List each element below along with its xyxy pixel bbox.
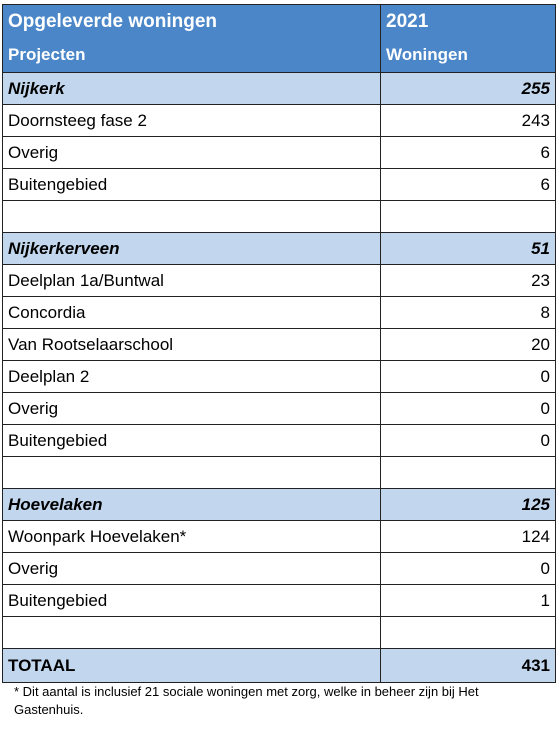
project-name: Deelplan 1a/Buntwal: [3, 265, 381, 297]
footnote: * Dit aantal is inclusief 21 sociale woningen met zorg, welke in beheer zijn bij Het Gastenhuis.: [14, 684, 479, 717]
table-row: [3, 137, 556, 169]
section-row-nijkerkerveen: [3, 233, 556, 265]
project-name: Buitengebied: [3, 425, 381, 457]
project-value: 243: [381, 105, 556, 137]
project-value: 6: [381, 169, 556, 201]
section-row-hoevelaken: [3, 489, 556, 521]
table-row: [3, 361, 556, 393]
project-value: 124: [381, 521, 556, 553]
project-name: Deelplan 2: [3, 361, 381, 393]
table-row: [3, 553, 556, 585]
project-value: 0: [381, 393, 556, 425]
table-title: Opgeleverde woningen: [3, 5, 381, 39]
table-row: [3, 105, 556, 137]
project-value: 0: [381, 425, 556, 457]
project-name: Overig: [3, 553, 381, 585]
section-total: 51: [381, 233, 556, 265]
empty-row: [3, 457, 556, 489]
year-header: 2021: [381, 5, 556, 39]
table-row: [3, 329, 556, 361]
housing-table-container: [2, 4, 555, 683]
table-row: [3, 425, 556, 457]
project-value: 0: [381, 361, 556, 393]
project-name: Overig: [3, 393, 381, 425]
empty-row: [3, 617, 556, 649]
total-value: 431: [381, 649, 556, 683]
project-name: Overig: [3, 137, 381, 169]
table-row: [3, 297, 556, 329]
project-value: 20: [381, 329, 556, 361]
project-name: Buitengebied: [3, 169, 381, 201]
project-name: Woonpark Hoevelaken*: [3, 521, 381, 553]
project-value: 1: [381, 585, 556, 617]
section-total: 255: [381, 73, 556, 105]
section-name: Hoevelaken: [3, 489, 381, 521]
housing-table: [2, 4, 556, 683]
section-row-nijkerk: [3, 73, 556, 105]
project-name: Doornsteeg fase 2: [3, 105, 381, 137]
table-row: [3, 265, 556, 297]
homes-column-header: Woningen: [381, 38, 556, 73]
table-row: [3, 521, 556, 553]
total-row: [3, 649, 556, 683]
table-row: [3, 169, 556, 201]
total-label: TOTAAL: [3, 649, 381, 683]
project-name: Van Rootselaarschool: [3, 329, 381, 361]
project-value: 23: [381, 265, 556, 297]
project-value: 0: [381, 553, 556, 585]
project-name: Concordia: [3, 297, 381, 329]
project-value: 8: [381, 297, 556, 329]
section-total: 125: [381, 489, 556, 521]
table-row: [3, 585, 556, 617]
table-row: [3, 393, 556, 425]
project-value: 6: [381, 137, 556, 169]
projects-column-header: Projecten: [3, 38, 381, 73]
header-row-title: [3, 5, 556, 39]
empty-row: [3, 201, 556, 233]
section-name: Nijkerkerveen: [3, 233, 381, 265]
header-row-columns: [3, 38, 556, 73]
section-name: Nijkerk: [3, 73, 381, 105]
project-name: Buitengebied: [3, 585, 381, 617]
